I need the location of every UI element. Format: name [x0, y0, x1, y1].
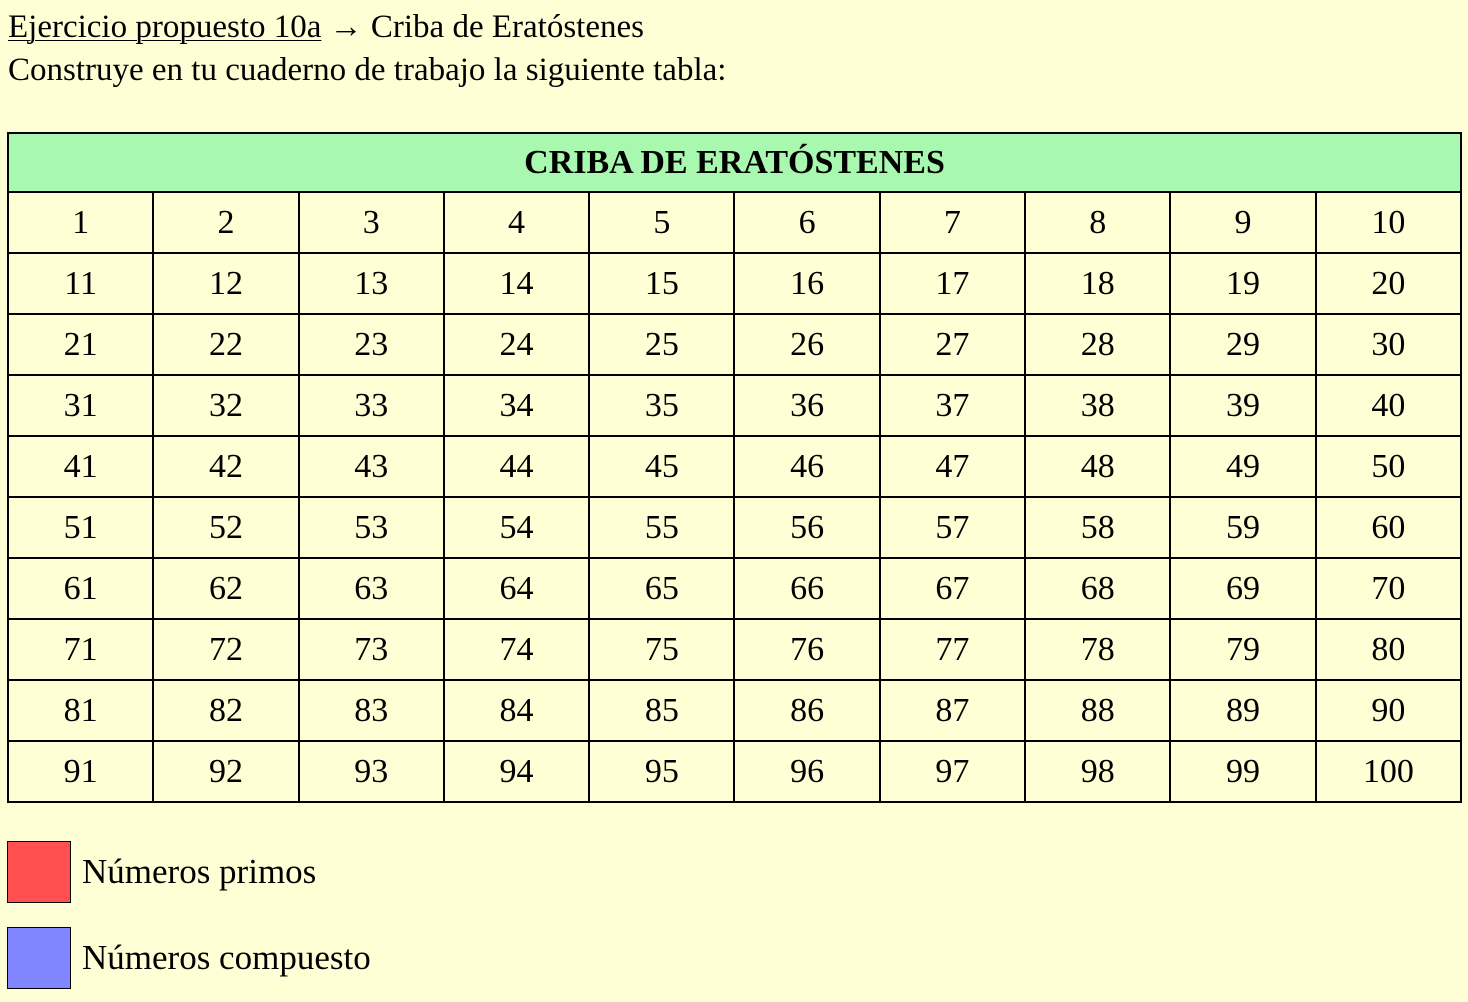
number-cell[interactable]: 100 [1316, 741, 1461, 802]
number-cell[interactable]: 77 [880, 619, 1025, 680]
number-cell[interactable]: 39 [1170, 375, 1315, 436]
number-cell[interactable]: 63 [299, 558, 444, 619]
number-cell[interactable]: 51 [8, 497, 153, 558]
number-cell[interactable]: 84 [444, 680, 589, 741]
number-cell[interactable]: 6 [734, 192, 879, 253]
exercise-header [8, 6, 726, 92]
number-cell[interactable]: 58 [1025, 497, 1170, 558]
number-cell[interactable]: 71 [8, 619, 153, 680]
number-cell[interactable]: 57 [880, 497, 1025, 558]
number-cell[interactable]: 95 [589, 741, 734, 802]
number-cell[interactable]: 18 [1025, 253, 1170, 314]
number-cell[interactable]: 13 [299, 253, 444, 314]
number-cell[interactable]: 37 [880, 375, 1025, 436]
number-cell[interactable]: 56 [734, 497, 879, 558]
table-row [8, 375, 1461, 436]
number-cell[interactable]: 24 [444, 314, 589, 375]
number-cell[interactable]: 79 [1170, 619, 1315, 680]
number-cell[interactable]: 25 [589, 314, 734, 375]
number-cell[interactable]: 27 [880, 314, 1025, 375]
primes-label: Números primos [82, 852, 317, 891]
number-cell[interactable]: 98 [1025, 741, 1170, 802]
number-cell[interactable]: 62 [153, 558, 298, 619]
number-cell[interactable]: 4 [444, 192, 589, 253]
number-cell[interactable]: 47 [880, 436, 1025, 497]
number-cell[interactable]: 26 [734, 314, 879, 375]
number-cell[interactable]: 82 [153, 680, 298, 741]
number-cell[interactable]: 49 [1170, 436, 1315, 497]
table-row [8, 436, 1461, 497]
number-cell[interactable]: 81 [8, 680, 153, 741]
exercise-title: Criba de Eratóstenes [370, 9, 644, 45]
number-cell[interactable]: 48 [1025, 436, 1170, 497]
number-cell[interactable]: 35 [589, 375, 734, 436]
number-cell[interactable]: 20 [1316, 253, 1461, 314]
number-cell[interactable]: 76 [734, 619, 879, 680]
number-cell[interactable]: 89 [1170, 680, 1315, 741]
number-cell[interactable]: 70 [1316, 558, 1461, 619]
instruction-text: Construye en tu cuaderno de trabajo la siguiente tabla: [8, 52, 727, 88]
number-cell[interactable]: 83 [299, 680, 444, 741]
number-cell[interactable]: 2 [153, 192, 298, 253]
number-cell[interactable]: 19 [1170, 253, 1315, 314]
number-cell[interactable]: 85 [589, 680, 734, 741]
number-cell[interactable]: 5 [589, 192, 734, 253]
primes-color-swatch[interactable] [7, 841, 71, 903]
number-cell[interactable]: 46 [734, 436, 879, 497]
number-cell[interactable]: 92 [153, 741, 298, 802]
number-cell[interactable]: 34 [444, 375, 589, 436]
number-cell[interactable]: 74 [444, 619, 589, 680]
number-cell[interactable]: 67 [880, 558, 1025, 619]
table-title: CRIBA DE ERATÓSTENES [8, 133, 1461, 192]
number-cell[interactable]: 28 [1025, 314, 1170, 375]
number-cell[interactable]: 10 [1316, 192, 1461, 253]
number-cell[interactable]: 64 [444, 558, 589, 619]
number-cell[interactable]: 69 [1170, 558, 1315, 619]
number-cell[interactable]: 53 [299, 497, 444, 558]
table-row [8, 192, 1461, 253]
number-cell[interactable]: 93 [299, 741, 444, 802]
exercise-heading [8, 6, 726, 49]
number-cell[interactable]: 60 [1316, 497, 1461, 558]
number-cell[interactable]: 44 [444, 436, 589, 497]
number-cell[interactable]: 88 [1025, 680, 1170, 741]
number-cell[interactable]: 96 [734, 741, 879, 802]
number-cell[interactable]: 78 [1025, 619, 1170, 680]
number-cell[interactable]: 40 [1316, 375, 1461, 436]
number-cell[interactable]: 86 [734, 680, 879, 741]
number-cell[interactable]: 90 [1316, 680, 1461, 741]
number-cell[interactable]: 12 [153, 253, 298, 314]
number-cell[interactable]: 99 [1170, 741, 1315, 802]
number-cell[interactable]: 80 [1316, 619, 1461, 680]
exercise-link[interactable]: Ejercicio propuesto 10a [8, 9, 322, 45]
table-row [8, 741, 1461, 802]
number-cell[interactable]: 8 [1025, 192, 1170, 253]
number-cell[interactable]: 52 [153, 497, 298, 558]
number-cell[interactable]: 23 [299, 314, 444, 375]
number-cell[interactable]: 32 [153, 375, 298, 436]
number-cell[interactable]: 36 [734, 375, 879, 436]
number-cell[interactable]: 22 [153, 314, 298, 375]
composites-color-swatch[interactable] [7, 927, 71, 989]
table-row [8, 253, 1461, 314]
number-cell[interactable]: 75 [589, 619, 734, 680]
number-cell[interactable]: 45 [589, 436, 734, 497]
number-cell[interactable]: 16 [734, 253, 879, 314]
number-cell[interactable]: 1 [8, 192, 153, 253]
number-cell[interactable]: 73 [299, 619, 444, 680]
number-cell[interactable]: 87 [880, 680, 1025, 741]
number-cell[interactable]: 42 [153, 436, 298, 497]
table-row [8, 558, 1461, 619]
number-cell[interactable]: 50 [1316, 436, 1461, 497]
number-cell[interactable]: 30 [1316, 314, 1461, 375]
number-cell[interactable]: 41 [8, 436, 153, 497]
number-cell[interactable]: 9 [1170, 192, 1315, 253]
legend-primes [7, 841, 316, 903]
number-cell[interactable]: 29 [1170, 314, 1315, 375]
number-cell[interactable]: 72 [153, 619, 298, 680]
number-cell[interactable]: 15 [589, 253, 734, 314]
sieve-table [7, 132, 1462, 803]
number-cell[interactable]: 14 [444, 253, 589, 314]
table-title-row [8, 133, 1461, 192]
number-cell[interactable]: 61 [8, 558, 153, 619]
number-cell[interactable]: 38 [1025, 375, 1170, 436]
table-row [8, 680, 1461, 741]
number-cell[interactable]: 94 [444, 741, 589, 802]
number-cell[interactable]: 91 [8, 741, 153, 802]
sieve-body [8, 192, 1461, 802]
number-cell[interactable]: 97 [880, 741, 1025, 802]
table-row [8, 314, 1461, 375]
number-cell[interactable]: 21 [8, 314, 153, 375]
number-cell[interactable]: 3 [299, 192, 444, 253]
number-cell[interactable]: 66 [734, 558, 879, 619]
number-cell[interactable]: 54 [444, 497, 589, 558]
arrow-icon: → [329, 9, 363, 45]
number-cell[interactable]: 43 [299, 436, 444, 497]
table-row [8, 497, 1461, 558]
number-cell[interactable]: 7 [880, 192, 1025, 253]
number-cell[interactable]: 65 [589, 558, 734, 619]
number-cell[interactable]: 17 [880, 253, 1025, 314]
number-cell[interactable]: 59 [1170, 497, 1315, 558]
table-row [8, 619, 1461, 680]
number-cell[interactable]: 31 [8, 375, 153, 436]
number-cell[interactable]: 68 [1025, 558, 1170, 619]
composites-label: Números compuesto [82, 938, 371, 977]
number-cell[interactable]: 55 [589, 497, 734, 558]
legend-composites [7, 927, 371, 989]
number-cell[interactable]: 33 [299, 375, 444, 436]
number-cell[interactable]: 11 [8, 253, 153, 314]
